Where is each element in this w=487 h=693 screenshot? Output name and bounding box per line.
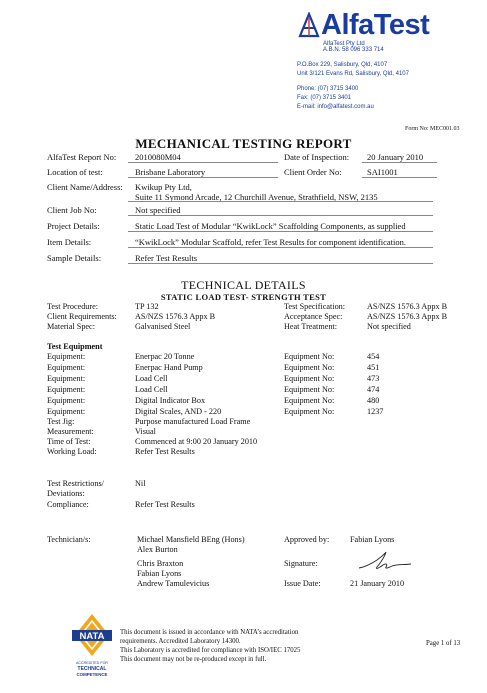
equipment-no-label: Equipment No: (284, 407, 335, 416)
technical-details-title: TECHNICAL DETAILS (181, 278, 306, 292)
equipment-label: Equipment: (47, 385, 86, 394)
nata-caption-line2: TECHNICAL (77, 666, 107, 672)
issue-date-value: 21 January 2010 (350, 579, 405, 588)
compliance-value: Refer Test Results (135, 500, 195, 509)
equipment-no-label: Equipment No: (284, 352, 335, 361)
issue-date-label: Issue Date: (284, 579, 321, 588)
equipment-no-value: 474 (367, 385, 380, 394)
test-jig-value: Purpose manufactured Load Frame (135, 417, 251, 426)
equipment-name: Enerpac Hand Pump (135, 363, 203, 372)
sample-details-label: Sample Details: (47, 253, 102, 263)
nata-logo-text: NATA (79, 631, 105, 642)
technician-name: Michael Mansfield BEng (Hons) (137, 535, 245, 544)
test-equipment-heading: Test Equipment (47, 342, 103, 351)
project-label: Project Details: (47, 221, 100, 231)
company-street: Unit 3/121 Evans Rd, Salisbury, Qld, 4107 (297, 71, 409, 77)
location-value: Brisbane Laboratory (135, 167, 206, 177)
equipment-no-label: Equipment No: (284, 363, 335, 372)
equipment-name: Load Cell (135, 385, 168, 394)
report-no-label: AlfaTest Report No: (47, 152, 117, 162)
technical-details-subtitle: STATIC LOAD TEST- STRENGTH TEST (160, 292, 327, 302)
test-specification-label: Test Specification: (284, 302, 346, 311)
approved-by-value: Fabian Lyons (350, 535, 395, 544)
client-job-value: Not specified (135, 205, 181, 215)
test-jig-label: Test Jig: (47, 417, 75, 426)
deviations-label: Deviations: (47, 489, 85, 498)
technician-name: Alex Burton (137, 545, 178, 554)
alfatest-logo-icon (298, 12, 320, 38)
equipment-no-label: Equipment No: (284, 396, 335, 405)
equipment-no-value: 473 (367, 374, 380, 383)
company-entity: AlfaTest Pty Ltd (323, 41, 365, 47)
equipment-label: Equipment: (47, 396, 86, 405)
company-po-box: P.O.Box 229, Salisbury, Qld, 4107 (297, 62, 388, 68)
client-order-label: Client Order No: (284, 167, 342, 177)
equipment-label: Equipment: (47, 352, 86, 361)
company-fax: Fax: (07) 3715 3401 (297, 95, 352, 101)
nata-caption-line3: COMPETENCE (76, 672, 108, 677)
time-of-test-value: Commenced at 9:00 20 January 2010 (135, 437, 258, 446)
working-load-value: Refer Test Results (135, 447, 195, 456)
signature-mark (355, 548, 417, 576)
equipment-name: Enerpac 20 Tonne (135, 352, 195, 361)
approved-by-label: Approved by: (284, 535, 330, 544)
nata-logo-icon (72, 613, 112, 681)
page-number: Page 1 of 13 (426, 640, 461, 647)
time-of-test-label: Time of Test: (47, 437, 91, 446)
technician-name: Chris Braxton (137, 559, 184, 568)
client-address-value: Suite 11 Symond Arcade, 12 Churchill Avenue, Strathfield, NSW, 2135 (135, 192, 378, 202)
working-load-label: Working Load: (47, 447, 97, 456)
material-spec-value: Galvanised Steel (135, 322, 191, 331)
heat-treatment-value: Not specified (367, 322, 411, 331)
equipment-label: Equipment: (47, 363, 86, 372)
restrictions-label: Test Restrictions/ (47, 479, 104, 488)
client-name-value: Kwikup Pty Ltd, (135, 182, 192, 192)
restrictions-value: Nil (135, 479, 146, 488)
equipment-no-value: 451 (367, 363, 380, 372)
equipment-no-value: 480 (367, 396, 380, 405)
form-number: Form No: MEC001.03 (405, 126, 460, 132)
project-value: Static Load Test of Modular “KwikLock” Scaffolding Components, as supplied (135, 221, 406, 231)
client-requirements-value: AS/NZS 1576.3 Appx B (135, 312, 216, 321)
equipment-name: Digital Scales, AND - 220 (135, 407, 222, 416)
client-order-value: SAI1001 (367, 167, 398, 177)
client-name-label: Client Name/Address: (47, 182, 123, 192)
technician-name: Andrew Tamulevicius (137, 579, 210, 588)
company-logo-text: AlfaTest (321, 9, 430, 41)
heat-treatment-label: Heat Treatment: (284, 322, 337, 331)
nata-caption-line1: ACCREDITED FOR (76, 661, 108, 665)
sample-details-value: Refer Test Results (135, 253, 198, 263)
equipment-no-label: Equipment No: (284, 385, 335, 394)
equipment-no-value: 1237 (367, 407, 384, 416)
compliance-label: Compliance: (47, 500, 89, 509)
footer-reproduction-note: This document may not be re-produced except in full. (120, 656, 267, 663)
measurement-value: Visual (135, 427, 156, 436)
measurement-label: Measurement: (47, 427, 94, 436)
company-phone: Phone: (07) 3715 3400 (297, 86, 359, 92)
equipment-label: Equipment: (47, 407, 86, 416)
client-job-label: Client Job No: (47, 205, 97, 215)
acceptance-spec-value: AS/NZS 1576.3 Appx B (367, 312, 448, 321)
location-label: Location of test: (47, 167, 103, 177)
technician-name: Fabian Lyons (137, 569, 182, 578)
inspection-date-label: Date of Inspection: (284, 152, 350, 162)
company-email: E-mail: info@alfatest.com.au (297, 104, 374, 110)
client-requirements-label: Client Requirements: (47, 312, 117, 321)
equipment-no-value: 454 (367, 352, 380, 361)
item-details-value: “KwikLock” Modular Scaffold, refer Test Results for component identification. (135, 237, 407, 247)
equipment-name: Load Cell (135, 374, 168, 383)
acceptance-spec-label: Acceptance Spec: (284, 312, 343, 321)
inspection-date-value: 20 January 2010 (367, 152, 424, 162)
footer-iso-statement: This Laboratory is accredited for compliance with ISO/IEC 17025 (120, 647, 301, 654)
test-procedure-value: TP 132 (135, 302, 159, 311)
material-spec-label: Material Spec: (47, 322, 95, 331)
test-specification-value: AS/NZS 1576.3 Appx B (367, 302, 448, 311)
technician-label: Technician/s: (47, 535, 91, 544)
report-title: MECHANICAL TESTING REPORT (135, 136, 352, 151)
equipment-name: Digital Indicator Box (135, 396, 206, 405)
report-no-value: 2010080M04 (135, 152, 181, 162)
item-details-label: Item Details: (47, 237, 92, 247)
company-abn: A.B.N. 58 096 333 714 (323, 47, 384, 53)
footer-nata-statement: This document is issued in accordance with NATA’s accreditation (120, 629, 299, 636)
equipment-label: Equipment: (47, 374, 86, 383)
signature-label: Signature: (284, 559, 318, 568)
equipment-no-label: Equipment No: (284, 374, 335, 383)
footer-accreditation: requirements. Accredited Laboratory 14300. (120, 638, 241, 645)
test-procedure-label: Test Procedure: (47, 302, 99, 311)
